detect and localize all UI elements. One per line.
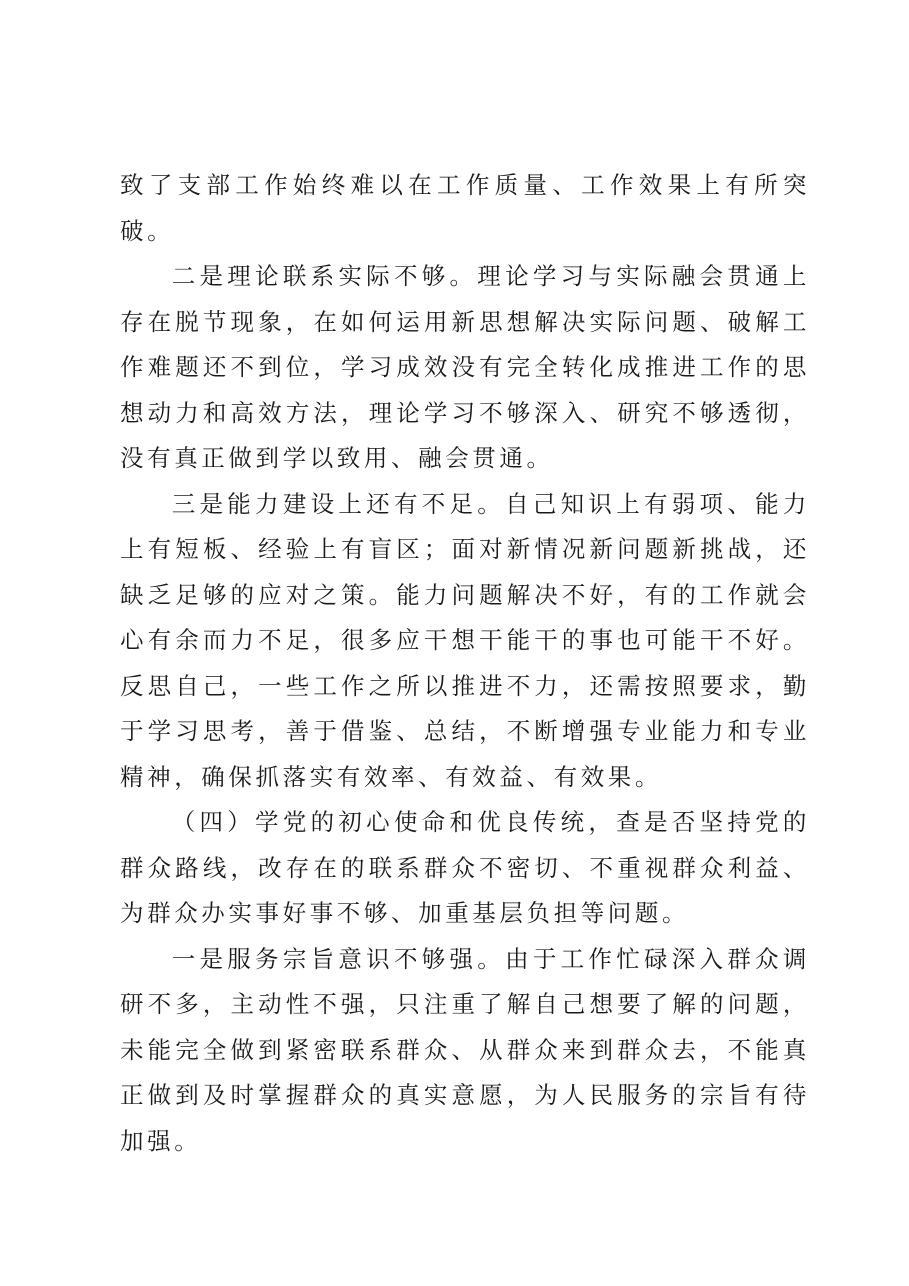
paragraph-capability-building: 三是能力建设上还有不足。自己知识上有弱项、能力上有短板、经验上有盲区；面对新情况新问题新挑战，还缺乏足够的应对之策。能力问题解决不好，有的工作就会心有余而力不足，很多应干想干能干的事也可能干不好。反思自己，一些工作之所以推进不力，还需按照要求，勤于学习思考，善于借鉴、总结，不断增强专业能力和专业精神，确保抓落实有效率、有效益、有效果。 bbox=[120, 489, 810, 791]
paragraph-section-four-heading: （四）学党的初心使命和优良传统，查是否坚持党的群众路线，改存在的联系群众不密切、不重视群众利益、为群众办实事好事不够、加重基层负担等问题。 bbox=[120, 808, 810, 927]
paragraph-theory-practice: 二是理论联系实际不够。理论学习与实际融会贯通上存在脱节现象，在如何运用新思想解决实际问题、破解工作难题还不到位，学习成效没有完全转化成推进工作的思想动力和高效方法，理论学习不够深入、研究不够透彻，没有真正做到学以致用、融会贯通。 bbox=[120, 262, 810, 472]
document-body bbox=[120, 163, 810, 1164]
paragraph-service-awareness: 一是服务宗旨意识不够强。由于工作忙碌深入群众调研不多，主动性不强，只注重了解自己想要了解的问题，未能完全做到紧密联系群众、从群众来到群众去，不能真正做到及时掌握群众的真实意愿，为人民服务的宗旨有待加强。 bbox=[120, 944, 810, 1155]
paragraph-continuation: 致了支部工作始终难以在工作质量、工作效果上有所突破。 bbox=[120, 171, 810, 245]
